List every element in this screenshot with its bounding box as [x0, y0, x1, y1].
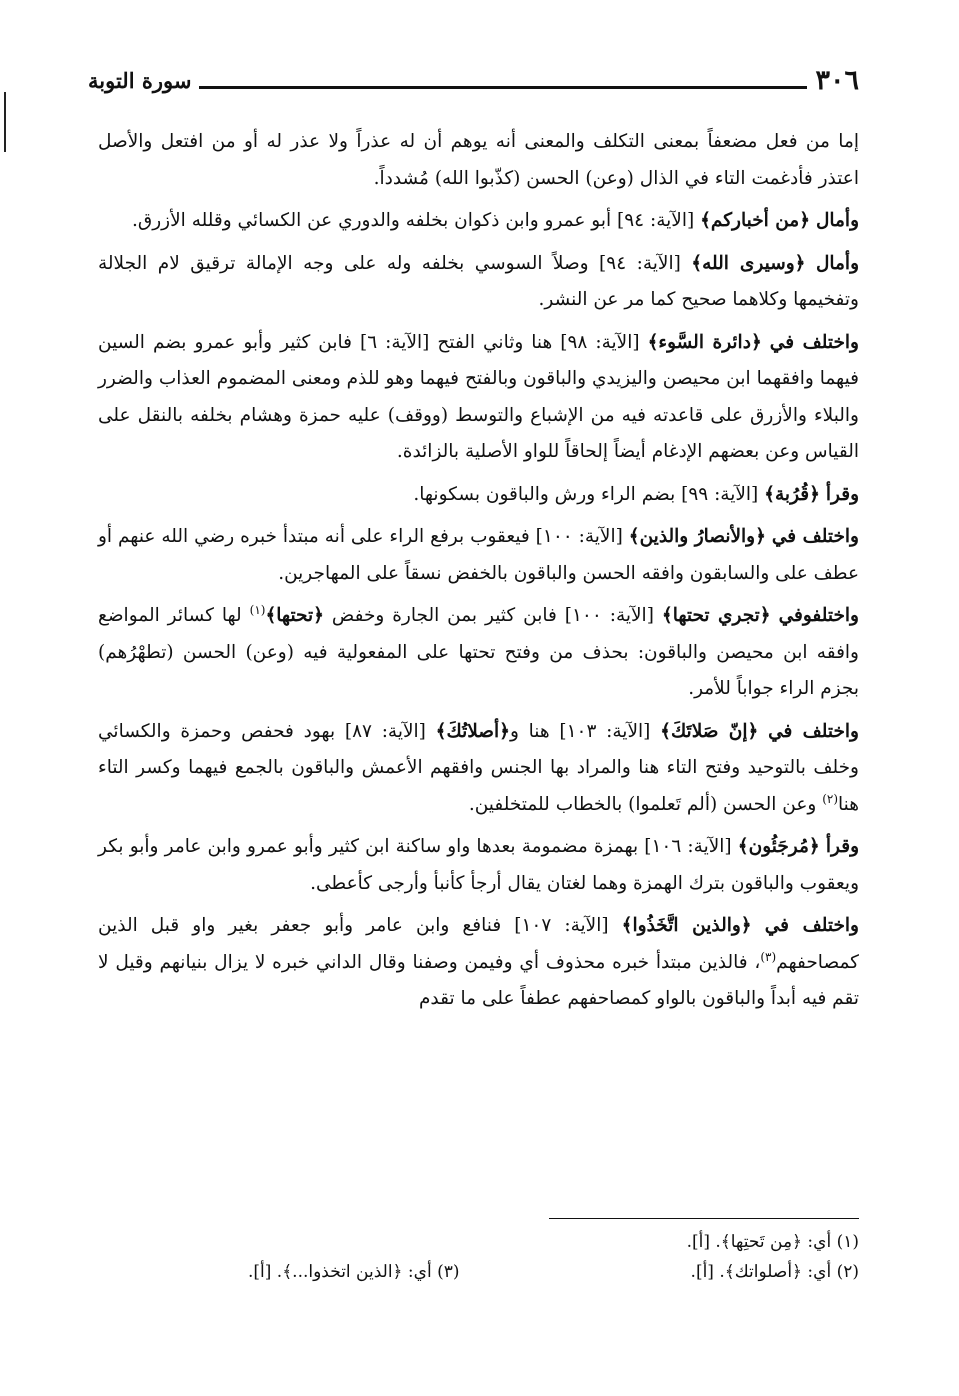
- quran-citation: ﴿إنّ صَلاتَكَ﴾: [660, 720, 759, 742]
- quran-citation: ﴿قُرُبة﴾: [764, 483, 820, 505]
- page-number: ٣٠٦: [815, 65, 859, 96]
- footnotes: [98, 1218, 859, 1287]
- paragraph-5: [98, 477, 859, 514]
- footnote-rule: [549, 1218, 859, 1219]
- paragraph-lead: وأمال: [815, 210, 859, 231]
- paragraph-lead: وأمال: [815, 252, 859, 274]
- paragraph-lead: وقرأ: [825, 483, 859, 505]
- surah-title: سورة التوبة: [88, 68, 192, 93]
- paragraph-10: [98, 908, 859, 1018]
- paragraph-lead: واختلف في: [771, 526, 859, 547]
- footnote-1: (١) أي: ﴿مِن تَحتِها﴾. [أ].: [686, 1232, 859, 1252]
- footnote-2: (٢) أي: ﴿أصلواتك﴾. [أ].: [690, 1262, 859, 1282]
- footnote-3: (٣) أي: ﴿الذين اتخذوا...﴾. [أ].: [248, 1262, 460, 1282]
- paragraph-text: [الآية: ١٠٣] هنا و: [509, 720, 651, 742]
- paragraph-lead: واختلف في: [768, 720, 859, 742]
- paragraph-9: [98, 829, 859, 902]
- paragraph-text: [الآية: ٩٩] بضم الراء ورش والباقون بسكونها.: [413, 483, 759, 505]
- quran-citation: ﴿من أخباركم﴾: [700, 210, 811, 231]
- paragraph-text-end: وعن الحسن (ألم تَعلموا) بالخطاب للمتخلفين.: [468, 793, 817, 815]
- paragraph-lead: وقرأ: [825, 836, 860, 857]
- quran-citation-2: ﴿تحتها﴾: [265, 605, 324, 626]
- paragraph-text: [الآية: ١٠٠] فابن كثير بمن الجارة وخفض: [331, 605, 654, 626]
- paragraph-lead: واختلفوفي: [778, 605, 859, 626]
- scan-edge-mark: [4, 92, 6, 152]
- paragraph-text-cont: [الآية: ٨٧] بهود فحفص وحمزة والكسائي وخلف بالتوحيد وفتح التاء هنا والمراد بها الجنس وافقهم الأعمش والباقون بالجمع فيهما وكسر التاء هنا: [98, 720, 859, 815]
- main-text: [98, 124, 859, 1024]
- paragraph-lead: واختلف في: [769, 331, 859, 353]
- header-rule: [199, 86, 807, 89]
- paragraph-lead: واختلف في: [764, 915, 859, 936]
- paragraph-text: [الآية: ٩٤] أبو عمرو وابن ذكوان بخلفه والدوري عن الكسائي وقلله الأزرق.: [132, 210, 695, 231]
- footnote-marker: (٣): [760, 949, 777, 964]
- paragraph-6: [98, 519, 859, 592]
- paragraph-2: [98, 203, 859, 240]
- footnote-row-2: [98, 1257, 859, 1287]
- paragraph-text: [الآية: ١٠٦] بهمزة مضمومة بعدها واو ساكنة ابن كثير وأبو عمرو وابن عامر وأبو بكر ويعقوب والباقون بترك الهمزة وهما لغتان يقال أرجأ كأنبأ وأرجى كأعطى.: [98, 836, 859, 894]
- quran-citation: ﴿دائرة السَّوء﴾: [647, 331, 762, 353]
- quran-citation: ﴿والذين اتَّخَذُوا﴾: [621, 915, 752, 936]
- paragraph-text-cont: لها كسائر المواضع وافقه ابن محيصن والباقون: بحذف من وفتح تحتها على المفعولية فيه (وعن) الحسن (تطهْرُهم) بجزم الراء جواباً للأمر.: [98, 605, 859, 699]
- paragraph-7: [98, 598, 859, 708]
- footnote-row-1: [98, 1227, 859, 1257]
- quran-citation: ﴿والأنصارُ والذين﴾: [628, 526, 766, 547]
- paragraph-4: [98, 325, 859, 471]
- quran-citation: ﴿مُرجَئُون﴾: [737, 836, 820, 857]
- paragraph-text: [الآية: ١٠٧] فنافع وابن عامر وأبو جعفر بغير واو قبل الذين كمصاحفهم: [98, 915, 859, 973]
- quran-citation-2: ﴿أصلاتُكَ﴾: [435, 720, 510, 742]
- paragraph-text: [الآية: ١٠٠] فيعقوب برفع الراء على أنه مبتدأ خبره رضي الله عنهم أو عطف على والسابقون وافقه الحسن والباقون بالخفض نسقاً على المهاجرين.: [98, 526, 859, 584]
- paragraph-1: [98, 124, 859, 197]
- paragraph-3: [98, 246, 859, 319]
- paragraph-8: [98, 714, 859, 824]
- paragraph-text: إما من فعل مضعفاً بمعنى التكلف والمعنى أنه يوهم أن له عذراً ولا عذر له أو من افتعل والأصل اعتذر فأدغمت التاء في الذال (وعن) الحسن (كذّبوا الله) مُشدداً.: [98, 131, 859, 189]
- paragraph-text: [الآية: ٩٨] هنا وثاني الفتح [الآية: ٦] فابن كثير وأبو عمرو بضم السين فيهما وافقهما ابن محيصن واليزيدي والباقون وبالفتح فيهما وهو للذم ومعنى المضموم العذاب والضرر والبلاء والأزرق على قاعدته فيه من الإشباع والتوسط (ووقف) عليه حمزة وهشام بخلفه بالنقل على القياس وعن بعضهم الإدغام أيضاً إلحاقاً للواو الأصلية بالزائدة.: [98, 331, 859, 462]
- footnote-marker: (٢): [822, 791, 839, 806]
- page-header: [88, 58, 859, 98]
- paragraph-text-cont: ، فالذين مبتدأ خبره محذوف أي وفيمن وصفنا وقال الداني خبره لا يزال بنيانهم وقيل لا تقم فيه أبداً والباقون بالواو كمصاحفهم عطفاً على ما تقدم: [98, 951, 859, 1009]
- footnote-marker: (١): [249, 602, 266, 617]
- quran-citation: ﴿وسيرى الله﴾: [691, 252, 806, 274]
- quran-citation: ﴿تجري تحتها﴾: [661, 605, 771, 626]
- paragraph-text: [الآية: ٩٤] وصلاً السوسي بخلفه وله على وجه الإمالة ترقيق لام الجلالة وتفخيمها وكلاهما صحيح كما مر عن النشر.: [98, 252, 859, 310]
